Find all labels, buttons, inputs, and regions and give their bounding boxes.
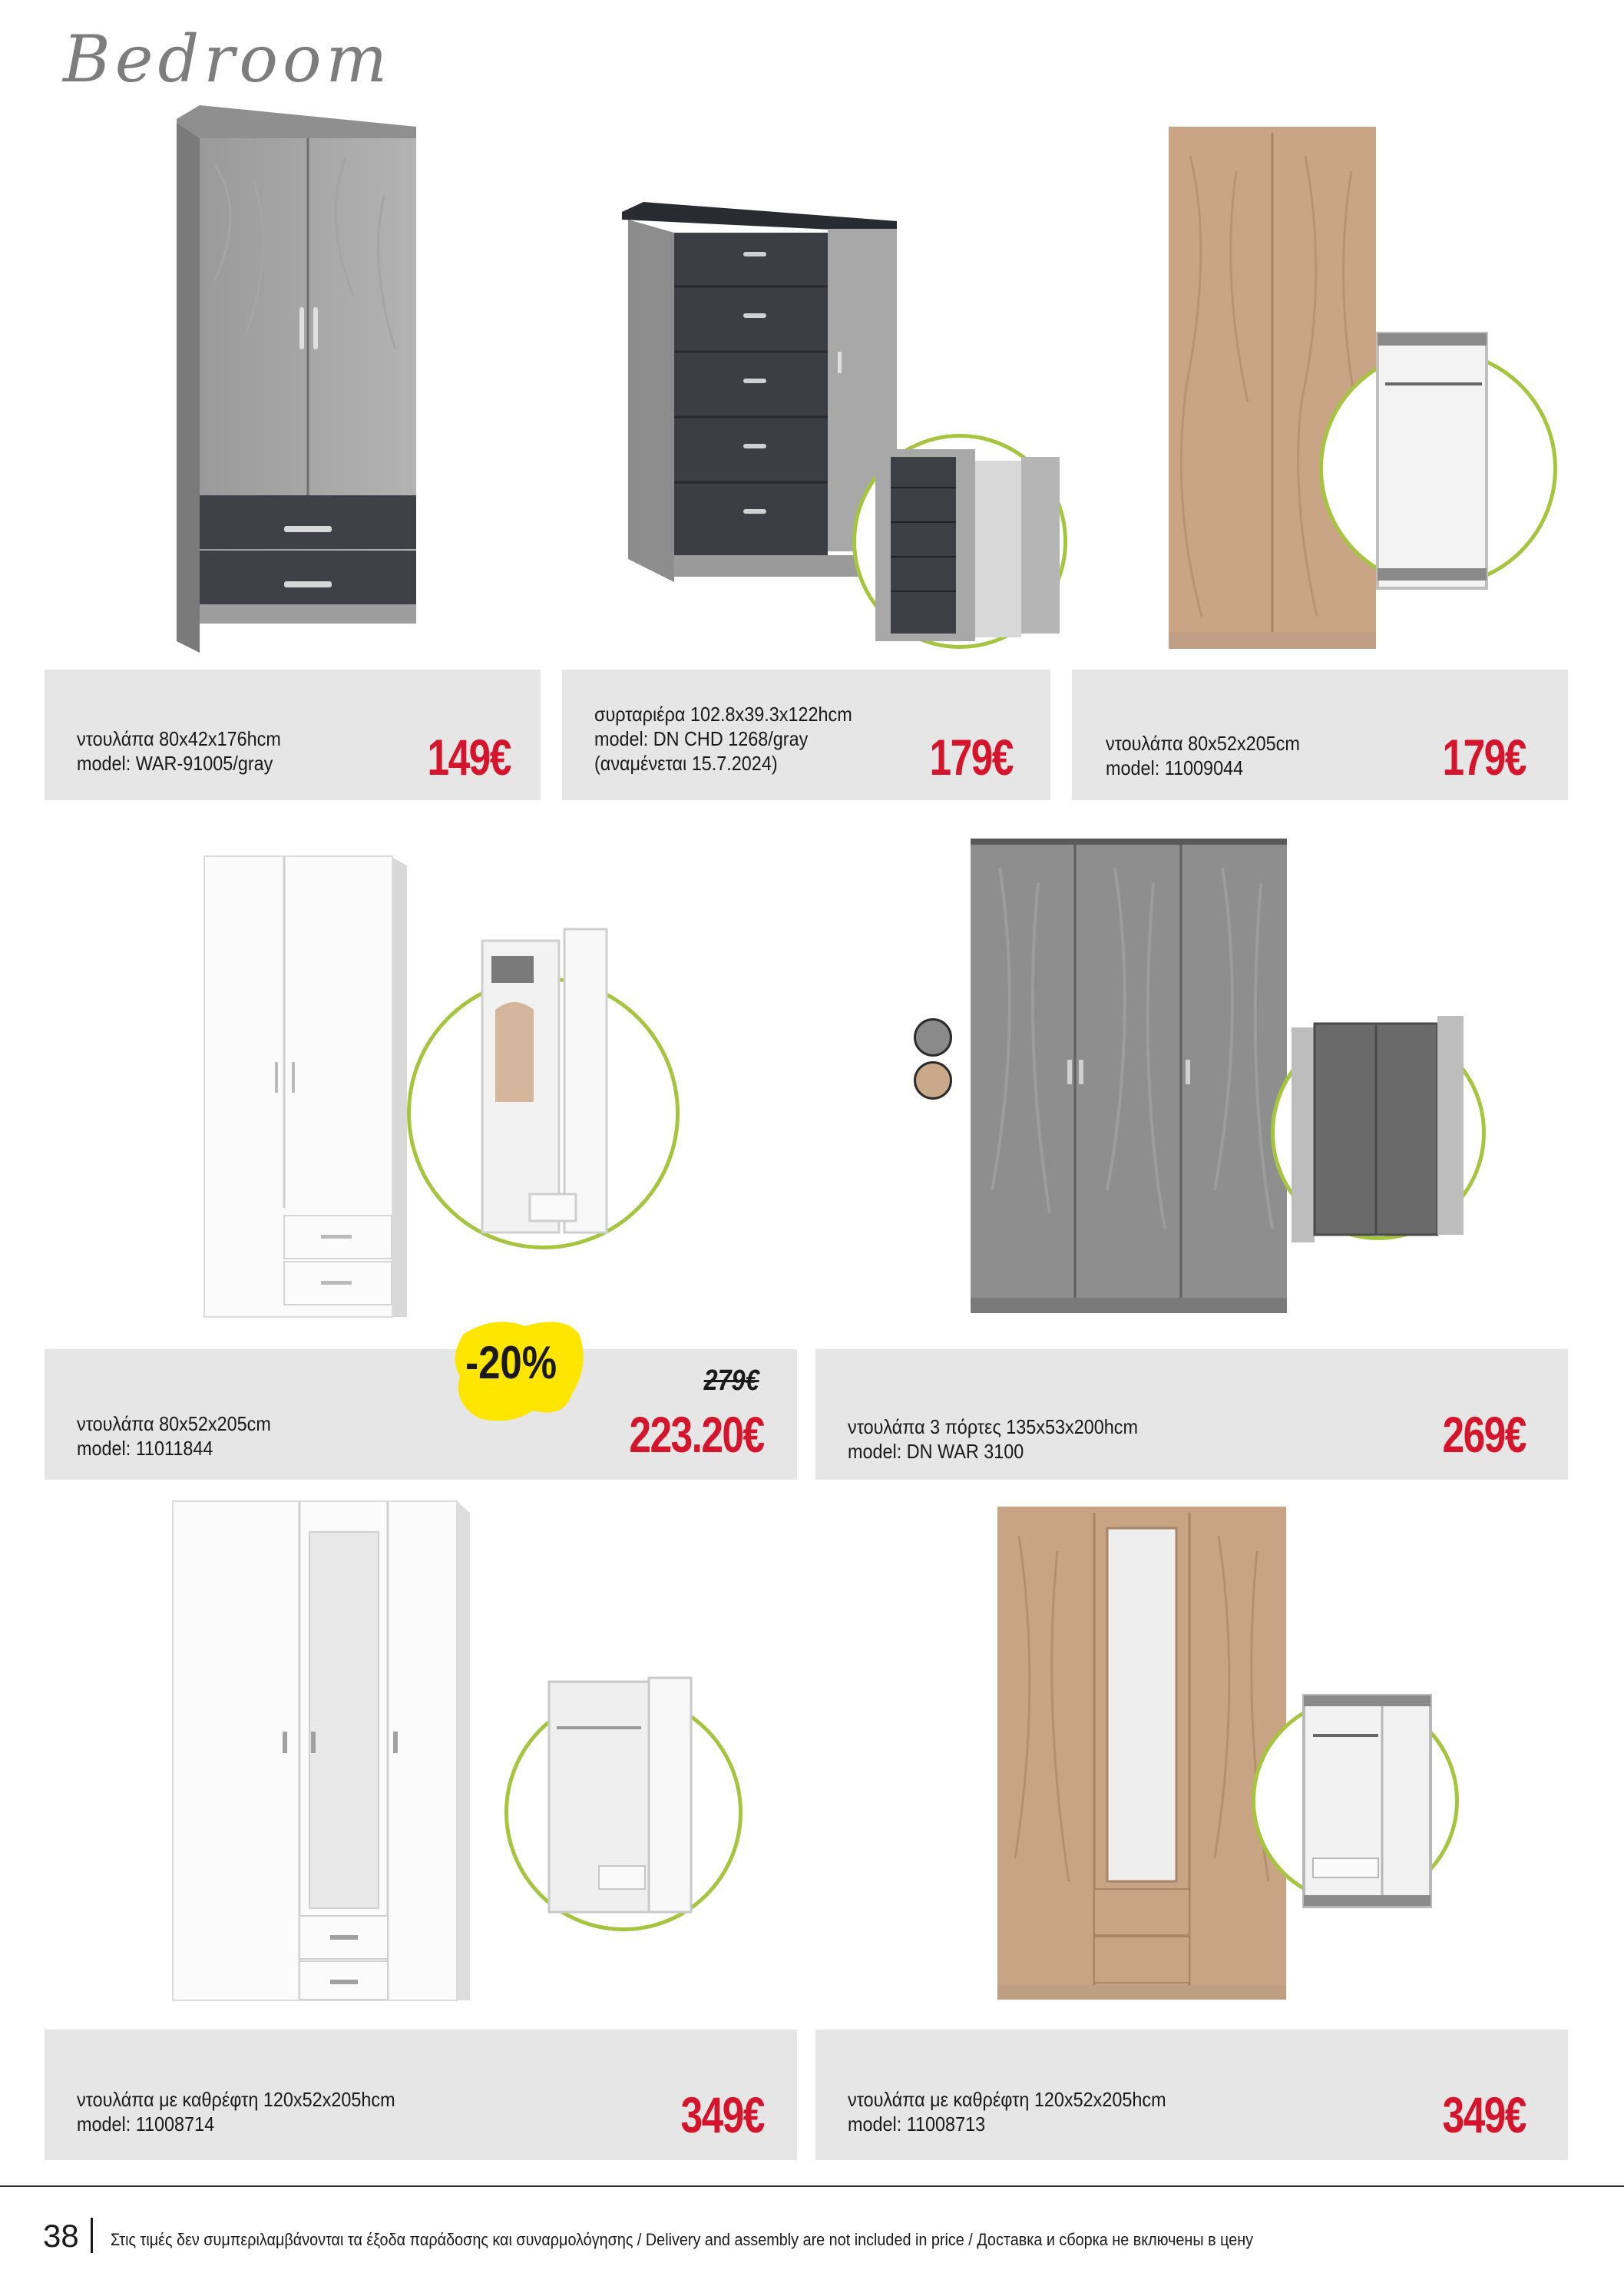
page-number: 38 [43, 2218, 79, 2254]
product-image-gray-3door-wardrobe [969, 837, 1292, 1321]
product-4-desc [77, 1411, 271, 1461]
product-4-old-price: 279€ [704, 1365, 759, 1397]
product-4-model: model: 11011844 [77, 1437, 213, 1460]
product-7-desc [848, 2087, 1166, 2136]
product-4-name: ντουλάπα 80x52x205cm [77, 1412, 271, 1435]
product-2-availability: (αναμένεται 15.7.2024) [594, 752, 778, 775]
product-image-oak-wardrobe-open [1374, 330, 1490, 591]
product-2-price: 179€ [929, 729, 1013, 786]
product-6-name: ντουλάπα με καθρέφτη 120x52x205hcm [77, 2088, 395, 2111]
product-5-desc [848, 1414, 1138, 1464]
product-image-white-mirror-wardrobe [169, 1497, 472, 2008]
product-5-name: ντουλάπα 3 πόρτες 135x53x200hcm [848, 1415, 1138, 1438]
product-3-name: ντουλάπα 80x52x205cm [1106, 732, 1300, 755]
product-1-name: ντουλάπα 80x42x176hcm [77, 727, 281, 750]
product-4-price: 223.20€ [629, 1406, 764, 1463]
product-7-model: model: 11008713 [848, 2112, 986, 2136]
product-6-model: model: 11008714 [77, 2112, 215, 2136]
product-6-price: 349€ [680, 2086, 764, 2143]
footer-divider [0, 2185, 1624, 2187]
product-image-gray-wardrobe [169, 104, 422, 657]
product-3-desc [1106, 731, 1300, 780]
product-image-oak-wardrobe [1167, 125, 1378, 655]
product-7-name: ντουλάπα με καθρέφτη 120x52x205hcm [848, 2088, 1166, 2111]
product-1-price: 149€ [427, 729, 511, 786]
page-number-separator [91, 2218, 93, 2253]
product-image-white-mirror-open [541, 1674, 695, 1920]
product-5-price: 269€ [1442, 1406, 1526, 1463]
product-image-gray-chest-open [872, 445, 1071, 653]
color-swatch-gray[interactable] [914, 1018, 952, 1057]
product-2-desc [594, 702, 852, 776]
color-swatch-oak[interactable] [914, 1061, 952, 1100]
discount-badge [448, 1311, 587, 1426]
footer-disclaimer: Στις τιμές δεν συμπεριλαμβάνονται τα έξοδα παράδοσης και συναρμολόγησης / Delivery and assembly are not included in price / Доставка и сборка не включены в цену [111, 2230, 1254, 2249]
product-1-model: model: WAR-91005/gray [77, 752, 273, 775]
product-6-desc [77, 2087, 395, 2136]
page-title: Bedroom [63, 22, 392, 97]
product-5-model: model: DN WAR 3100 [848, 1440, 1024, 1463]
product-image-white-wardrobe-open [476, 925, 610, 1240]
product-3-price: 179€ [1442, 729, 1526, 786]
product-image-3door-open [1290, 1012, 1467, 1242]
product-image-white-wardrobe [198, 847, 413, 1323]
discount-label: -20% [465, 1337, 557, 1388]
product-7-price: 349€ [1442, 2086, 1526, 2143]
product-1-desc [77, 726, 281, 776]
product-2-model: model: DN CHD 1268/gray [594, 727, 809, 750]
product-2-name: συρταριέρα 102.8x39.3x122hcm [594, 703, 852, 726]
product-image-oak-mirror-wardrobe [996, 1505, 1288, 2001]
product-image-oak-mirror-open [1298, 1689, 1436, 1912]
product-3-model: model: 11009044 [1106, 756, 1244, 779]
